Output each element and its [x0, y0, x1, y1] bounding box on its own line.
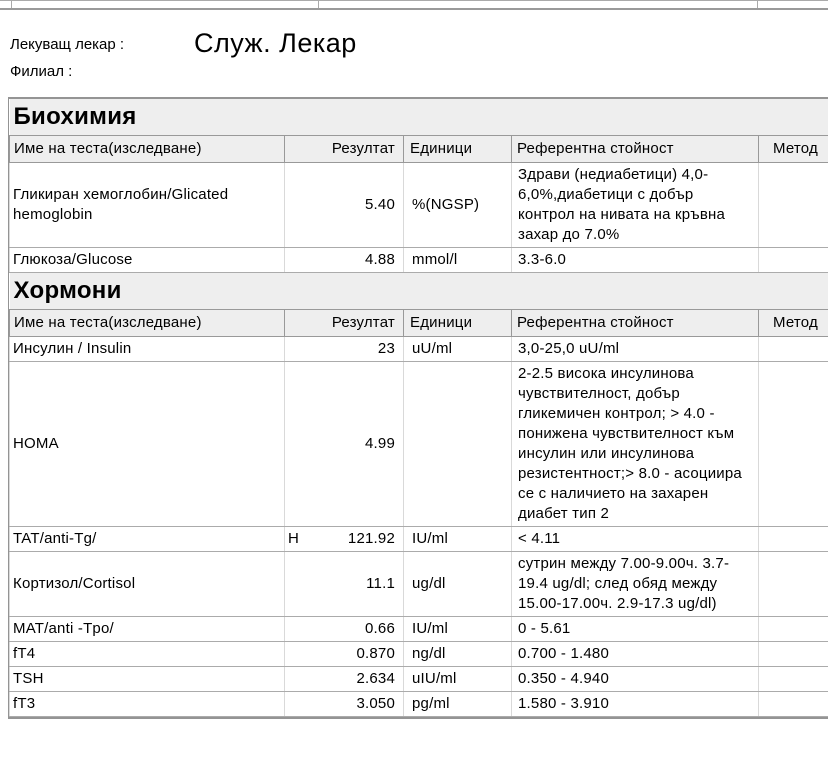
test-name-cell: fT4 — [10, 642, 285, 667]
table-row — [10, 552, 828, 617]
units-cell: %(NGSP) — [404, 163, 512, 248]
column-header-reference: Референтна стойност — [512, 136, 759, 163]
column-header-units: Единици — [404, 136, 512, 163]
result-cell — [285, 527, 404, 552]
reference-cell: 3,0-25,0 uU/ml — [512, 337, 759, 362]
result-value: 0.870 — [356, 645, 395, 662]
table-row — [10, 692, 828, 717]
test-name-cell: HOMA — [10, 362, 285, 527]
test-name-cell: Инсулин / Insulin — [10, 337, 285, 362]
result-cell — [285, 163, 404, 248]
reference-cell: < 4.11 — [512, 527, 759, 552]
column-header-method: Метод — [759, 310, 828, 337]
table-row — [10, 617, 828, 642]
test-name-cell: Гликиран хемоглобин/Glicated hemoglobin — [10, 163, 285, 248]
units-cell: pg/ml — [404, 692, 512, 717]
units-cell: ng/dl — [404, 642, 512, 667]
method-cell — [759, 527, 828, 552]
column-header-name: Име на теста(изследване) — [10, 310, 285, 337]
fragment-divider — [318, 1, 319, 8]
section-title: Хормони — [10, 273, 828, 310]
method-cell — [759, 617, 828, 642]
result-cell — [285, 248, 404, 273]
doctor-value: Служ. Лекар — [194, 28, 357, 58]
result-value: 2.634 — [356, 670, 395, 687]
result-value: 23 — [377, 340, 395, 357]
section-0 — [10, 99, 828, 273]
result-flag: H — [288, 530, 300, 547]
units-cell: IU/ml — [404, 527, 512, 552]
table-row — [10, 527, 828, 552]
column-header-method: Метод — [759, 136, 828, 163]
fragment-divider — [757, 1, 758, 8]
result-cell — [285, 337, 404, 362]
units-cell: ug/dl — [404, 552, 512, 617]
result-value: 121.92 — [347, 530, 395, 547]
result-cell — [285, 552, 404, 617]
fragment-divider — [11, 1, 12, 8]
reference-cell: 0.700 - 1.480 — [512, 642, 759, 667]
column-header-name: Име на теста(изследване) — [10, 136, 285, 163]
test-name-cell: TAT/anti-Tg/ — [10, 527, 285, 552]
test-name-cell: TSH — [10, 667, 285, 692]
section-title-row — [10, 273, 828, 310]
result-cell — [285, 692, 404, 717]
reference-cell: 0.350 - 4.940 — [512, 667, 759, 692]
units-cell: uIU/ml — [404, 667, 512, 692]
method-cell — [759, 362, 828, 527]
table-row — [10, 362, 828, 527]
reference-cell: 2-2.5 висока инсулинова чувствителност, добър гликемичен контрол; > 4.0 - понижена чувствителност към инсулин или инсулинова резистентност;> 8.0 - асоциира се с наличието на захарен диабет тип 2 — [512, 362, 759, 527]
branch-label: Филиал : — [10, 63, 73, 80]
top-table-fragment — [0, 0, 828, 10]
result-cell — [285, 667, 404, 692]
result-value: 3.050 — [356, 695, 395, 712]
results-table-wrapper — [8, 97, 828, 719]
result-value: 5.40 — [365, 196, 395, 213]
method-cell — [759, 642, 828, 667]
result-cell — [285, 642, 404, 667]
test-name-cell: MAT/anti -Tpo/ — [10, 617, 285, 642]
method-cell — [759, 337, 828, 362]
reference-cell: 1.580 - 3.910 — [512, 692, 759, 717]
method-cell — [759, 552, 828, 617]
method-cell — [759, 692, 828, 717]
result-value: 4.88 — [365, 251, 395, 268]
units-cell: IU/ml — [404, 617, 512, 642]
result-value: 4.99 — [365, 435, 395, 452]
reference-cell: Здрави (недиабетици) 4,0-6,0%,диабетици с добър контрол на нивата на кръвна захар до 7.0% — [512, 163, 759, 248]
column-header-reference: Референтна стойност — [512, 310, 759, 337]
reference-cell: сутрин между 7.00-9.00ч. 3.7-19.4 ug/dl; след обяд между 15.00-17.00ч. 2.9-17.3 ug/dl) — [512, 552, 759, 617]
result-cell — [285, 362, 404, 527]
column-header-units: Единици — [404, 310, 512, 337]
column-header-row — [10, 310, 828, 337]
units-cell: uU/ml — [404, 337, 512, 362]
result-cell — [285, 617, 404, 642]
units-cell: mmol/l — [404, 248, 512, 273]
table-row — [10, 337, 828, 362]
results-table — [9, 99, 828, 717]
table-row — [10, 642, 828, 667]
table-row — [10, 667, 828, 692]
test-name-cell: fT3 — [10, 692, 285, 717]
column-header-result: Резултат — [285, 136, 404, 163]
result-value: 11.1 — [366, 575, 395, 592]
section-title: Биохимия — [10, 99, 828, 136]
column-header-result: Резултат — [285, 310, 404, 337]
result-value: 0.66 — [365, 620, 395, 637]
test-name-cell: Кортизол/Cortisol — [10, 552, 285, 617]
reference-cell: 0 - 5.61 — [512, 617, 759, 642]
method-cell — [759, 667, 828, 692]
section-1 — [10, 273, 828, 717]
test-name-cell: Глюкоза/Glucose — [10, 248, 285, 273]
table-row — [10, 163, 828, 248]
method-cell — [759, 163, 828, 248]
method-cell — [759, 248, 828, 273]
column-header-row — [10, 136, 828, 163]
table-row — [10, 248, 828, 273]
doctor-label: Лекуващ лекар : — [10, 36, 125, 53]
reference-cell: 3.3-6.0 — [512, 248, 759, 273]
section-title-row — [10, 99, 828, 136]
units-cell — [404, 362, 512, 527]
